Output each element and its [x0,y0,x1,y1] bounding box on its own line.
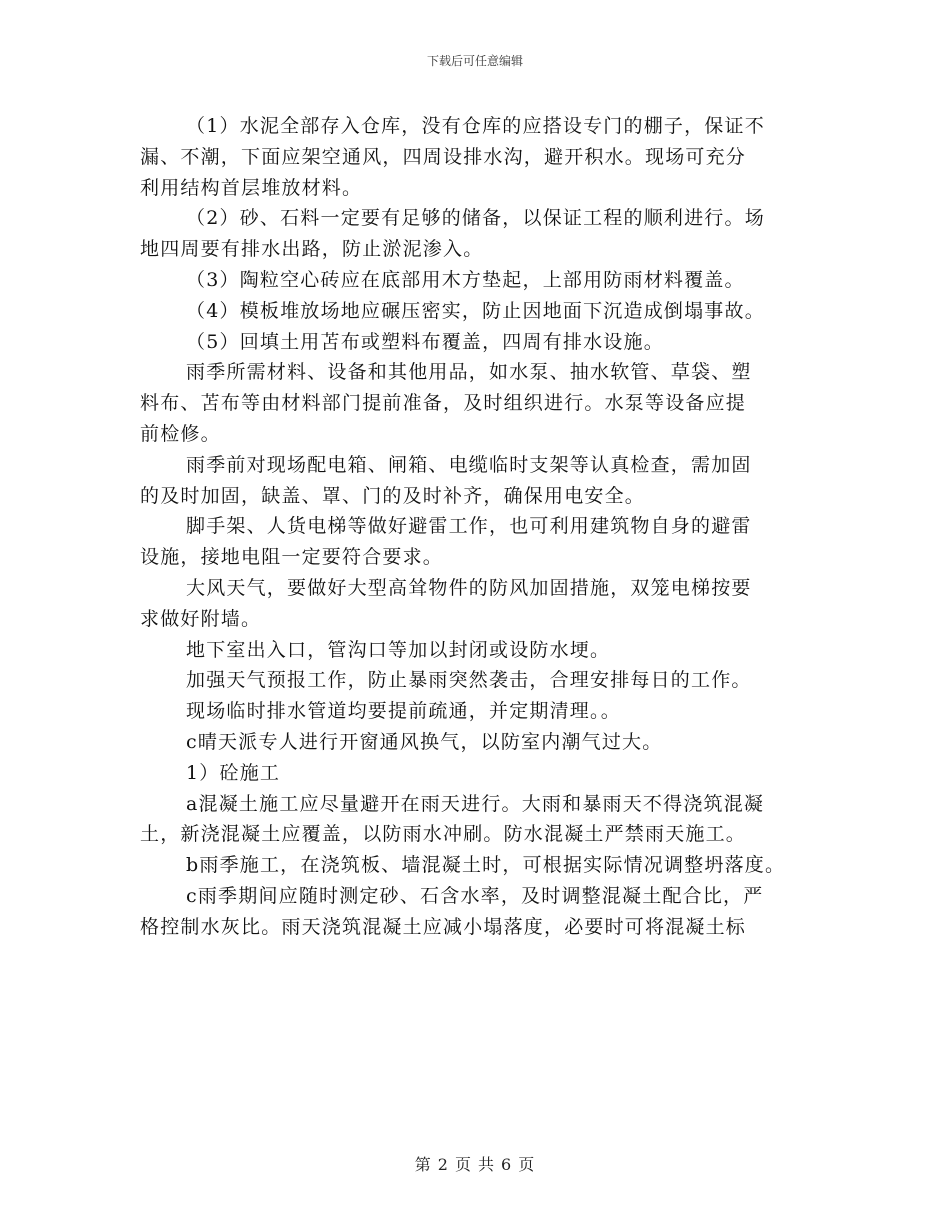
text-line: 料布、苫布等由材料部门提前准备，及时组织进行。水泵等设备应提 [140,392,747,415]
text-line: 加强天气预报工作，防止暴雨突然袭击，合理安排每日的工作。 [186,669,752,692]
text-line: 的及时加固，缺盖、罩、门的及时补齐，确保用电安全。 [140,484,646,507]
text-line: （2）砂、石料一定要有足够的储备，以保证工程的顺利进行。场 [186,207,765,230]
text-line: 地下室出入口，管沟口等加以封闭或设防水埂。 [186,638,611,661]
text-line: 1）砼施工 [186,761,281,784]
text-line: （4）模板堆放场地应碾压密实，防止因地面下沉造成倒塌事故。 [186,299,765,322]
text-line: （1）水泥全部存入仓库，没有仓库的应搭设专门的棚子，保证不 [186,115,765,137]
text-line: 大风天气，要做好大型高耸物件的防风加固措施，双笼电梯按要 [186,576,752,599]
footer-suffix: 页 [518,1155,536,1174]
text-line: 雨季前对现场配电箱、闸箱、电缆临时支架等认真检查，需加固 [186,453,752,476]
text-line: c雨季期间应随时测定砂、石含水率，及时调整混凝土配合比，严 [186,884,764,907]
footer-total-pages: 6 [501,1155,513,1174]
text-line: b雨季施工，在浇筑板、墙混凝土时，可根据实际情况调整坍落度。 [186,854,786,877]
text-line: 利用结构首层堆放材料。 [140,176,363,199]
text-line: 求做好附墙。 [140,607,262,630]
text-line: 设施，接地电阻一定要符合要求。 [140,546,444,569]
text-line: 土，新浇混凝土应覆盖，以防雨水冲刷。防水混凝土严禁雨天施工。 [140,823,747,846]
footer-middle: 页 共 [454,1155,496,1174]
page-footer [0,1152,950,1175]
text-line: 雨季所需材料、设备和其他用品，如水泵、抽水软管、草袋、塑 [186,361,752,384]
text-line: 脚手架、人货电梯等做好避雷工作，也可利用建筑物自身的避雷 [186,515,752,538]
text-line: a混凝土施工应尽量避开在雨天进行。大雨和暴雨天不得浇筑混凝 [186,792,765,815]
text-line: 地四周要有排水出路，防止淤泥渗入。 [140,238,484,261]
text-line: 现场临时排水管道均要提前疏通，并定期清理。。 [186,700,621,723]
footer-prefix: 第 [414,1155,432,1174]
document-body [140,111,800,943]
text-line: 格控制水灰比。雨天浇筑混凝土应减小塌落度，必要时可将混凝土标 [140,915,747,938]
text-line: （5）回填土用苫布或塑料布覆盖，四周有排水设施。 [186,330,664,353]
text-line: 前检修。 [140,422,221,445]
text-line: c晴天派专人进行开窗通风换气，以防室内潮气过大。 [186,730,663,753]
text-line: （3）陶粒空心砖应在底部用木方垫起，上部用防雨材料覆盖。 [186,268,745,291]
footer-page-number: 2 [437,1155,449,1174]
page-header-note: 下载后可任意编辑 [426,54,523,68]
text-line: 漏、不潮，下面应架空通风，四周设排水沟，避开积水。现场可充分 [140,145,747,168]
